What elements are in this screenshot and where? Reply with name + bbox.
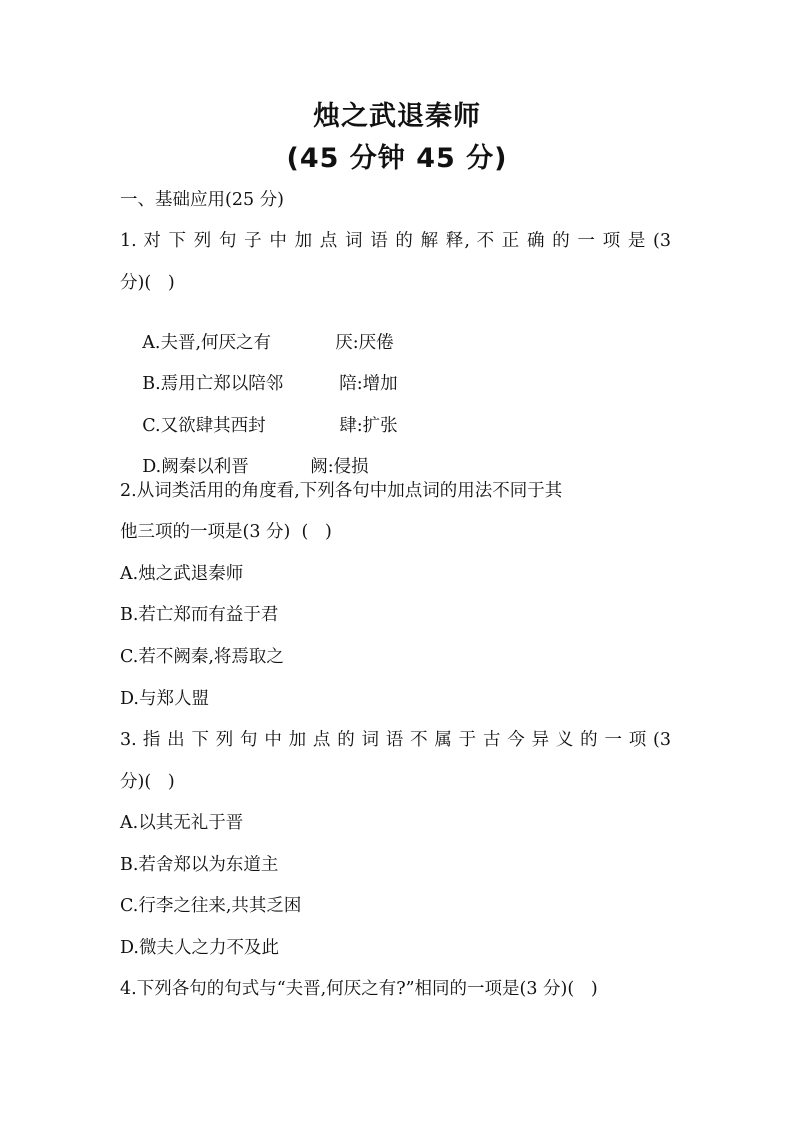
question-3-option-a: A.以其无礼于晋 xyxy=(120,813,244,833)
option-gloss: 阙:侵损 xyxy=(310,456,369,477)
page-subtitle: (45 分钟 45 分) xyxy=(286,143,508,174)
option-text: C.又欲肆其西封 xyxy=(142,415,266,436)
section-heading: 一、基础应用(25 分) xyxy=(120,190,284,210)
question-2-option-b: B.若亡郑而有益于君 xyxy=(120,605,279,625)
option-gloss: 陪:增加 xyxy=(339,373,398,394)
question-3-stem-line-1: 3. 指 出 下 列 句 中 加 点 的 词 语 不 属 于 古 今 异 义 的 一 项 (3 xyxy=(120,730,671,750)
question-2-option-c: C.若不阙秦,将焉取之 xyxy=(120,647,284,667)
question-3-option-c: C.行李之往来,共其乏困 xyxy=(120,896,302,916)
question-4-stem: 4.下列各句的句式与“夫晋,何厌之有?”相同的一项是(3 分)( ) xyxy=(120,979,598,999)
option-gloss: 肆:扩张 xyxy=(339,415,398,436)
page-title: 烛之武退秦师 xyxy=(313,101,481,132)
question-2-option-a: A.烛之武退秦师 xyxy=(120,564,244,584)
question-2-stem-line-1: 2.从词类活用的角度看,下列各句中加点词的用法不同于其 xyxy=(120,481,563,501)
question-1-stem-line-1: 1. 对 下 列 句 子 中 加 点 词 语 的 解 释, 不 正 确 的 一 项 是 (3 xyxy=(120,231,671,251)
question-2-option-d: D.与郑人盟 xyxy=(120,689,209,709)
question-3-stem-line-2: 分)( ) xyxy=(120,772,175,792)
option-text: A.夫晋,何厌之有 xyxy=(142,332,272,353)
question-3-option-d: D.微夫人之力不及此 xyxy=(120,938,279,958)
question-1-stem-line-2: 分)( ) xyxy=(120,273,175,293)
question-2-stem-line-2: 他三项的一项是(3 分) ( ) xyxy=(120,522,332,542)
question-3-option-b: B.若舍郑以为东道主 xyxy=(120,855,279,875)
option-text: D.阙秦以利晋 xyxy=(142,456,249,477)
option-gloss: 厌:厌倦 xyxy=(335,332,394,353)
option-text: B.焉用亡郑以陪邻 xyxy=(142,373,284,394)
